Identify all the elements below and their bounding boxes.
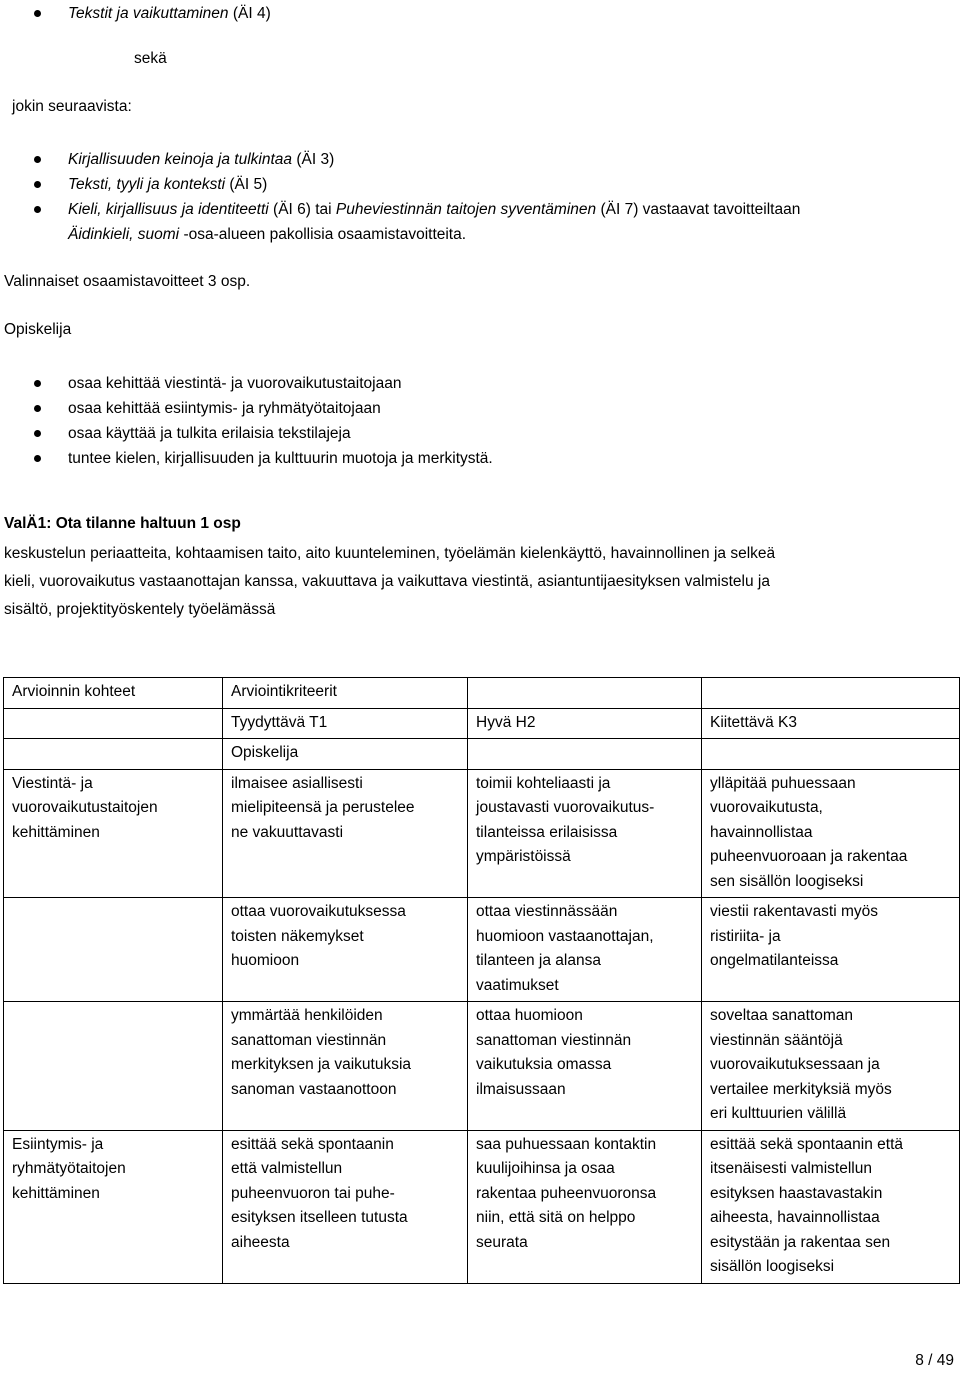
goal-text: osaa käyttää ja tulkita erilaisia tekstilajeja [68, 425, 351, 442]
list-item [0, 396, 493, 421]
cell-line: itsenäisesti valmistellun [710, 1160, 872, 1177]
cell-line: toisten näkemykset [231, 927, 364, 945]
k3-cell [702, 1002, 960, 1131]
cell-line: tilanteissa erilaisissa [476, 823, 618, 841]
cell-line: esitystään ja rakentaa sen [710, 1233, 891, 1251]
k3-cell [702, 769, 960, 898]
conjunction-text: sekä [134, 50, 167, 67]
cell-line: Esiintymis- ja [12, 1135, 104, 1153]
cell-line: puheenvuoron tai puhe- [231, 1184, 395, 1202]
bullet-icon [34, 430, 41, 437]
cell-line: sanoman vastaanottoon [231, 1080, 397, 1098]
student-empty [468, 739, 702, 770]
target-cell [4, 1130, 223, 1283]
cell-line: vuorovaikutuksessaan ja [710, 1056, 880, 1073]
cell-line: ongelmatilanteissa [710, 952, 839, 969]
cell-line: niin, että sitä on helppo [476, 1209, 636, 1226]
grade-t1: Tyydyttävä T1 [223, 708, 468, 739]
subject-name: Äidinkieli, suomi [68, 226, 180, 243]
cell-line: ilmaisussaan [476, 1080, 566, 1098]
table-row [4, 1002, 960, 1131]
module-content-line: kieli, vuorovaikutus vastaanottajan kanssa, vakuuttava ja vaikuttava viestintä, asiantuntijaesityksen valmistelu ja [4, 573, 770, 590]
cell-line: ymmärtää henkilöiden [231, 1007, 383, 1024]
continuation-text: -osa-alueen pakollisia osaamistavoitteita. [179, 226, 467, 243]
intro-text: jokin seuraavista: [12, 98, 132, 115]
target-cell [4, 1002, 223, 1131]
cell-line: vuorovaikutustaitojen [12, 799, 158, 816]
assessment-table [3, 677, 960, 1284]
top-bullet-list [0, 1, 271, 26]
list-item [0, 197, 800, 222]
grade-row [4, 708, 960, 739]
list-item [0, 421, 493, 446]
grade-h2: Hyvä H2 [468, 708, 702, 739]
list-item-continuation [0, 222, 800, 247]
bullet-icon [34, 455, 41, 462]
t1-cell [223, 769, 468, 898]
module-content-line: sisältö, projektityöskentely työelämässä [4, 601, 276, 618]
cell-line: sisällön loogiseksi [710, 1258, 835, 1275]
cell-line: vaikutuksia omassa [476, 1056, 612, 1073]
table-header-row [4, 678, 960, 709]
cell-line: sanattoman viestinnän [476, 1031, 632, 1049]
header-empty [702, 678, 960, 709]
page-number: 8 / 49 [915, 1352, 954, 1369]
grade-k3: Kiitettävä K3 [702, 708, 960, 739]
list-item [0, 147, 800, 172]
bullet-icon [34, 10, 41, 17]
bullet-icon [34, 380, 41, 387]
cell-line: merkityksen ja vaikutuksia [231, 1056, 412, 1073]
t1-cell [223, 1002, 468, 1131]
cell-line: viestinnän sääntöjä [710, 1031, 843, 1049]
course-code: (ÄI 5) [225, 176, 268, 193]
cell-line: ilmaisee asiallisesti [231, 774, 363, 792]
list-item [0, 371, 493, 396]
cell-line: Viestintä- ja [12, 774, 93, 792]
module-content [4, 540, 775, 624]
cell-line: että valmistellun [231, 1160, 343, 1177]
target-cell [4, 769, 223, 898]
cell-line: ylläpitää puhuessaan [710, 774, 856, 792]
course-name: Kieli, kirjallisuus ja identiteetti [68, 201, 269, 218]
cell-line: toimii kohteliaasti ja [476, 774, 611, 792]
goal-text: tuntee kielen, kirjallisuuden ja kulttuurin muotoja ja merkitystä. [68, 450, 493, 467]
h2-cell [468, 898, 702, 1002]
course-code: (ÄI 4) [228, 5, 271, 22]
options-list [0, 147, 800, 247]
cell-line: saa puhuessaan kontaktin [476, 1135, 657, 1153]
goals-list [0, 371, 493, 471]
list-item [0, 172, 800, 197]
k3-cell [702, 898, 960, 1002]
course-code: (ÄI 3) [292, 151, 335, 168]
cell-line: aiheesta, havainnollistaa [710, 1209, 880, 1226]
cell-line: havainnollistaa [710, 823, 813, 841]
course-name: Teksti, tyyli ja konteksti [68, 176, 226, 193]
cell-line: seurata [476, 1233, 528, 1251]
cell-line: vuorovaikutusta, [710, 799, 823, 816]
header-empty [468, 678, 702, 709]
t1-cell [223, 1130, 468, 1283]
list-item [0, 1, 271, 26]
goal-text: osaa kehittää viestintä- ja vuorovaikutustaitojaan [68, 375, 402, 392]
bullet-icon [34, 405, 41, 412]
cell-line: ottaa viestinnässään [476, 903, 618, 920]
course-code: (ÄI 6) tai [268, 201, 336, 218]
cell-line: tilanteen ja alansa [476, 952, 601, 969]
cell-line: huomioon vastaanottajan, [476, 927, 654, 945]
student-empty [702, 739, 960, 770]
course-name-alt: Puheviestinnän taitojen syventäminen [335, 201, 597, 218]
bullet-icon [34, 156, 41, 163]
cell-line: rakentaa puheenvuoronsa [476, 1184, 657, 1202]
header-criteria: Arviointikriteerit [223, 678, 468, 709]
student-row [4, 739, 960, 770]
course-name: Kirjallisuuden keinoja ja tulkintaa [68, 151, 293, 168]
cell-line: ristiriita- ja [710, 927, 781, 945]
grade-empty [4, 708, 223, 739]
cell-line: ottaa huomioon [476, 1007, 583, 1024]
bullet-icon [34, 181, 41, 188]
table-row [4, 769, 960, 898]
list-item [0, 446, 493, 471]
target-cell [4, 898, 223, 1002]
h2-cell [468, 769, 702, 898]
cell-line: esityksen itselleen tutusta [231, 1209, 408, 1226]
header-targets: Arvioinnin kohteet [4, 678, 223, 709]
table-row [4, 1130, 960, 1283]
h2-cell [468, 1130, 702, 1283]
module-content-line: keskustelun periaatteita, kohtaamisen taito, aito kuunteleminen, työelämän kielenkäyttö, havainnollinen ja selkeä [4, 545, 776, 562]
cell-line: esityksen haastavastakin [710, 1184, 883, 1202]
cell-line: eri kulttuurien välillä [710, 1105, 847, 1122]
student-cell: Opiskelija [223, 739, 468, 770]
optional-goals-heading: Valinnaiset osaamistavoitteet 3 osp. [4, 273, 251, 290]
cell-line: puheenvuoroaan ja rakentaa [710, 848, 908, 865]
cell-line: esittää sekä spontaanin [231, 1135, 394, 1153]
student-label: Opiskelija [4, 321, 72, 338]
cell-line: kuulijoihinsa ja osaa [476, 1160, 615, 1177]
course-code-alt: (ÄI 7) vastaavat tavoitteiltaan [596, 201, 801, 218]
cell-line: mielipiteensä ja perustelee [231, 799, 415, 816]
cell-line: soveltaa sanattoman [710, 1007, 854, 1024]
cell-line: esittää sekä spontaanin että [710, 1135, 904, 1153]
cell-line: kehittäminen [12, 823, 100, 841]
cell-line: kehittäminen [12, 1184, 100, 1202]
cell-line: vertailee merkityksiä myös [710, 1080, 892, 1098]
bullet-icon [34, 206, 41, 213]
module-title: ValÄ1: Ota tilanne haltuun 1 osp [4, 515, 241, 532]
cell-line: ne vakuuttavasti [231, 823, 344, 841]
cell-line: ympäristöissä [476, 848, 571, 865]
cell-line: vaatimukset [476, 976, 559, 994]
cell-line: sen sisällön loogiseksi [710, 872, 864, 890]
k3-cell [702, 1130, 960, 1283]
cell-line: huomioon [231, 952, 300, 969]
h2-cell [468, 1002, 702, 1131]
cell-line: ottaa vuorovaikutuksessa [231, 903, 406, 920]
cell-line: joustavasti vuorovaikutus- [476, 799, 655, 816]
cell-line: aiheesta [231, 1233, 290, 1251]
cell-line: viestii rakentavasti myös [710, 903, 878, 920]
cell-line: ryhmätyötaitojen [12, 1160, 126, 1177]
cell-line: sanattoman viestinnän [231, 1031, 387, 1049]
goal-text: osaa kehittää esiintymis- ja ryhmätyötaitojaan [68, 400, 381, 417]
t1-cell [223, 898, 468, 1002]
course-name: Tekstit ja vaikuttaminen [68, 5, 229, 22]
student-empty [4, 739, 223, 770]
table-row [4, 898, 960, 1002]
